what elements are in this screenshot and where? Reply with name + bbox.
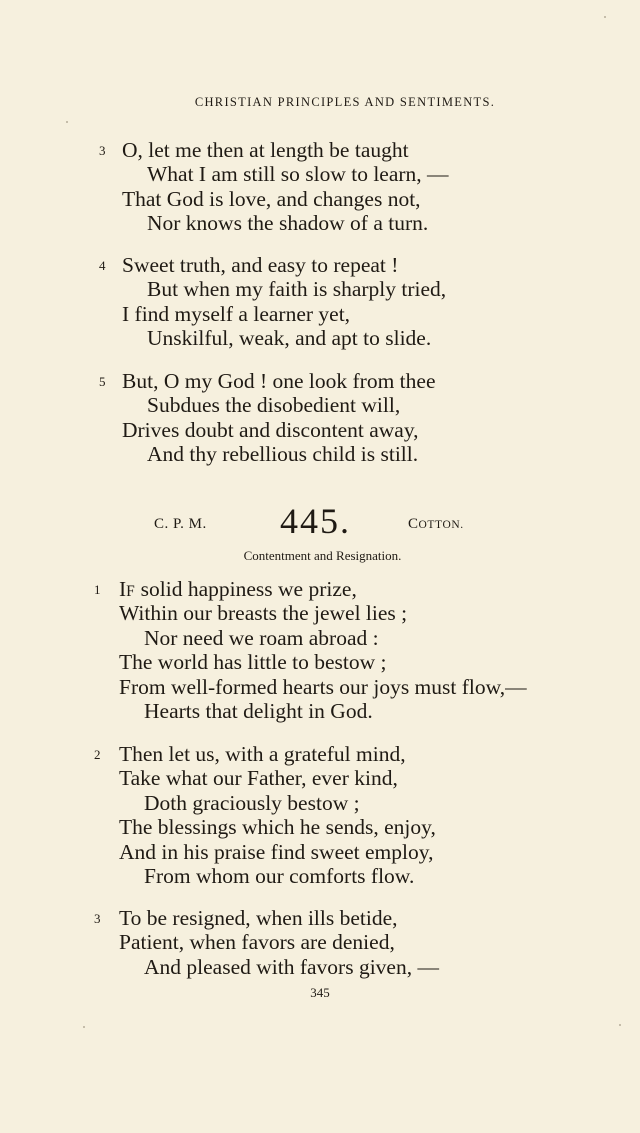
verse-line: But when my faith is sharply tried,	[147, 277, 447, 302]
verse-line: O, let me then at length be taught	[122, 138, 409, 162]
drop-word: IF	[119, 577, 136, 601]
stanza-prev-4	[0, 253, 640, 351]
hymn-header	[0, 500, 640, 544]
composer-smallcaps: OTTON.	[418, 519, 464, 531]
verse-line: Nor need we roam abroad :	[144, 625, 379, 650]
verse-line: And thy rebellious child is still.	[147, 442, 419, 467]
stanza-445-2	[0, 742, 640, 888]
verse-line: Take what our Father, ever kind,	[119, 766, 398, 791]
verse-line: But, O my God ! one look from thee	[122, 369, 436, 393]
verse-line: Hearts that delight in God.	[144, 698, 373, 723]
verse-line: Patient, when favors are denied,	[119, 930, 395, 955]
hymn-subtitle: Contentment and Resignation.	[243, 548, 402, 563]
paper-speck	[66, 121, 68, 123]
verse-line: To be resigned, when ills betide,	[119, 906, 398, 930]
hymn-number: 445.	[280, 501, 351, 541]
verse-line: From whom our comforts flow.	[144, 863, 415, 888]
stanza-445-3	[0, 906, 640, 979]
hymn-meter: C. P. M.	[154, 516, 207, 532]
verse-line: Subdues the disobedient will,	[147, 393, 401, 418]
verse-line: solid happiness we prize,	[135, 577, 357, 601]
verse-number: 3	[94, 911, 101, 926]
verse-line: Drives doubt and discontent away,	[122, 417, 419, 442]
verse-line: I find myself a learner yet,	[122, 301, 351, 326]
verse-line: The world has little to bestow ;	[119, 650, 387, 675]
stanza-445-1	[0, 577, 640, 723]
verse-line: From well-formed hearts our joys must flow,—	[119, 674, 527, 699]
paper-speck	[619, 1024, 621, 1026]
verse-line: What I am still so slow to learn, —	[147, 162, 449, 187]
stanza-prev-3	[0, 138, 640, 236]
verse-number: 4	[99, 258, 106, 273]
verse-line: That God is love, and changes not,	[122, 186, 421, 211]
verse-line: And in his praise find sweet employ,	[119, 839, 434, 864]
page-number: 345	[310, 985, 330, 1000]
running-head: CHRISTIAN PRINCIPLES AND SENTIMENTS.	[194, 95, 496, 109]
verse-number: 1	[94, 582, 101, 597]
verse-line: Nor knows the shadow of a turn.	[147, 211, 429, 236]
paper-speck	[83, 1026, 85, 1028]
stanza-prev-5	[0, 369, 640, 467]
verse-line: Then let us, with a grateful mind,	[119, 742, 406, 766]
verse-line: Doth graciously bestow ;	[144, 790, 360, 815]
verse-number: 3	[99, 143, 106, 158]
verse-line: Unskilful, weak, and apt to slide.	[147, 326, 432, 351]
verse-line: Within our breasts the jewel lies ;	[119, 601, 408, 626]
verse-line: And pleased with favors given, —	[144, 954, 439, 979]
paper-speck	[604, 16, 606, 18]
verse-number: 2	[94, 747, 101, 762]
verse-line: Sweet truth, and easy to repeat !	[122, 253, 399, 277]
composer-cap: C	[408, 516, 419, 532]
verse-number: 5	[99, 374, 106, 389]
verse-line: The blessings which he sends, enjoy,	[119, 815, 436, 840]
hymn-composer	[408, 516, 464, 533]
